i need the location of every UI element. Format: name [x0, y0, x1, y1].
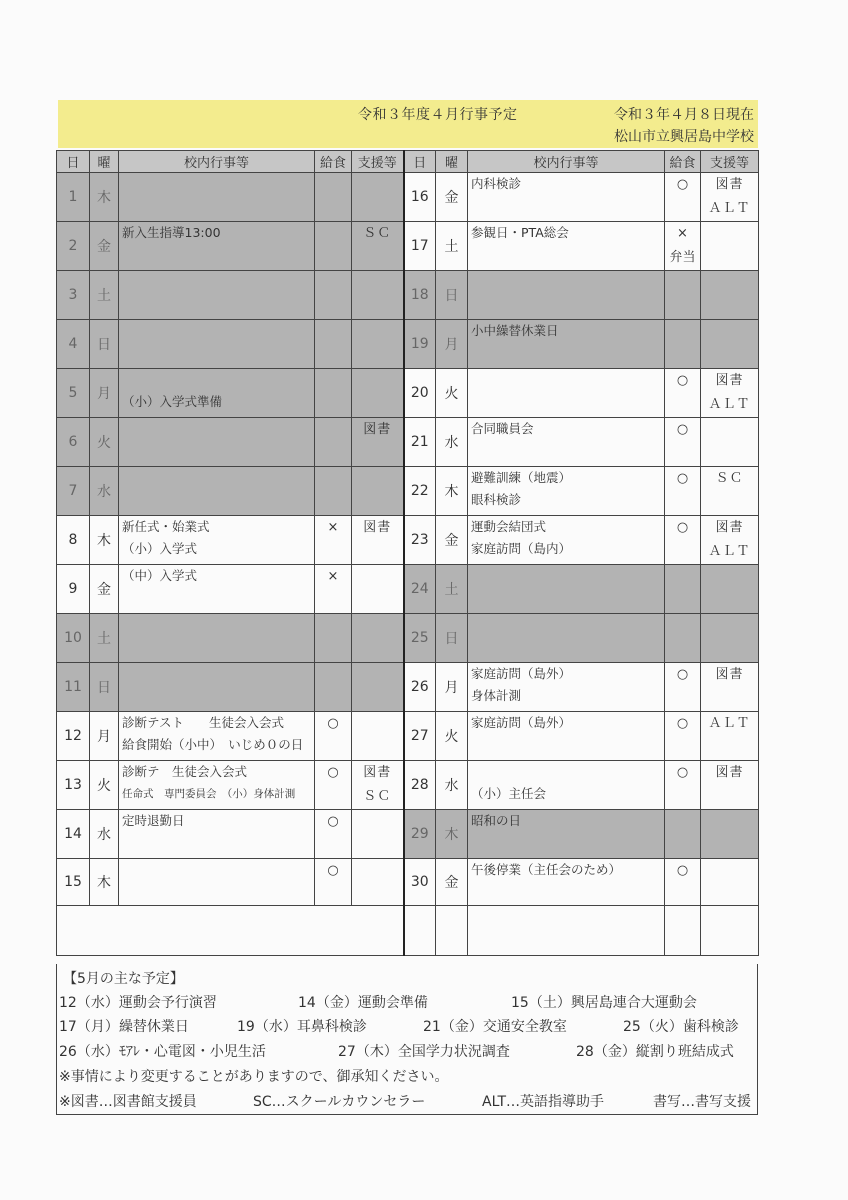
support-cell [701, 859, 759, 906]
legend-item: 書写…書写支援 [653, 1094, 751, 1110]
support-cell [701, 418, 759, 467]
may-schedule-section [56, 964, 758, 1115]
table-row [57, 614, 759, 663]
event-line: 内科検診 [471, 176, 522, 191]
support-label: ＡＬＴ [708, 397, 751, 412]
events-cell [468, 320, 665, 369]
event-line [471, 763, 662, 785]
table-row-empty [57, 906, 759, 956]
weekday: 土 [436, 222, 468, 271]
day-number: 17 [404, 222, 436, 271]
lunch-mark: ○ [676, 765, 689, 780]
events-cell [468, 761, 665, 810]
support-label: 図書 [715, 177, 744, 192]
weekday: 木 [90, 516, 119, 565]
events-cell [468, 516, 665, 565]
lunch-cell [665, 467, 701, 516]
weekday: 土 [436, 565, 468, 614]
lunch-cell [315, 516, 352, 565]
empty-cell [57, 906, 404, 956]
day-number: 9 [57, 565, 90, 614]
lunch-cell [665, 271, 701, 320]
day-number: 10 [57, 614, 90, 663]
lunch-cell [665, 663, 701, 712]
may-item: 27（木）全国学力状況調査 [338, 1044, 510, 1060]
weekday: 水 [90, 810, 119, 859]
table-row [57, 859, 759, 906]
event-line: 昭和の日 [471, 813, 522, 828]
event-line [471, 273, 662, 295]
events-cell [119, 418, 315, 467]
support-label: ＡＬＴ [708, 544, 751, 559]
lunch-mark: ○ [327, 765, 339, 780]
event-line: 任命式 専門委員会 （小）身体計測 [122, 788, 296, 800]
col-header-support: 支援等 [352, 151, 404, 173]
events-cell [468, 614, 665, 663]
support-label: 図書 [363, 422, 392, 437]
table-row [57, 761, 759, 810]
weekday: 水 [436, 761, 468, 810]
support-cell [352, 222, 404, 271]
event-line: 家庭訪問（島外） [471, 666, 572, 681]
page-title: 令和３年度４月行事予定 [358, 107, 518, 123]
events-cell [119, 810, 315, 859]
table-row [57, 271, 759, 320]
event-line: 診断テスト 生徒会入会式 [122, 715, 285, 730]
support-cell [701, 173, 759, 222]
weekday: 火 [90, 418, 119, 467]
support-label: ＡＬＴ [708, 201, 751, 216]
legend-item: ALT…英語指導助手 [482, 1094, 605, 1110]
weekday: 金 [90, 565, 119, 614]
weekday: 木 [436, 467, 468, 516]
lunch-cell [315, 761, 352, 810]
event-line [122, 469, 312, 491]
day-number: 8 [57, 516, 90, 565]
may-item: 26（水）ﾓｱﾚ・心電図・小児生活 [59, 1044, 266, 1060]
may-item: 28（金）縦割り班結成式 [576, 1044, 734, 1060]
support-label: ＳＣ [715, 471, 744, 486]
lunch-cell [315, 712, 352, 761]
table-row [57, 222, 759, 271]
lunch-cell [665, 418, 701, 467]
event-line: 給食開始（小中） いじめ０の日 [122, 737, 304, 752]
school-name: 松山市立興居島中学校 [614, 129, 754, 145]
day-number: 14 [57, 810, 90, 859]
weekday: 水 [436, 418, 468, 467]
event-line: 身体計測 [471, 688, 522, 703]
lunch-cell [315, 418, 352, 467]
table-row [57, 418, 759, 467]
day-number: 24 [404, 565, 436, 614]
legend-item: ※図書…図書館支援員 [59, 1094, 197, 1110]
lunch-mark: × [327, 520, 339, 535]
day-number: 7 [57, 467, 90, 516]
events-cell [119, 516, 315, 565]
col-header-weekday: 曜 [436, 151, 468, 173]
weekday: 木 [90, 173, 119, 222]
events-cell [119, 222, 315, 271]
events-cell [119, 467, 315, 516]
event-line [122, 861, 312, 883]
may-item: 14（金）運動会準備 [298, 995, 428, 1011]
day-number: 19 [404, 320, 436, 369]
col-header-lunch: 給食 [665, 151, 701, 173]
notice-text: ※事情により変更することがありますので、御承知ください。 [59, 1069, 449, 1085]
lunch-cell [665, 320, 701, 369]
event-line: 診断テ 生徒会入会式 [122, 764, 248, 779]
weekday: 日 [90, 663, 119, 712]
support-label: ＳＣ [363, 789, 392, 804]
events-cell [119, 173, 315, 222]
lunch-cell [315, 271, 352, 320]
weekday: 土 [90, 271, 119, 320]
day-number: 15 [57, 859, 90, 906]
event-line [122, 175, 312, 197]
event-line: （小）主任会 [471, 786, 547, 801]
legend-item: SC…スクールカウンセラー [253, 1094, 426, 1110]
support-label: 図書 [715, 373, 744, 388]
event-line: （中）入学式 [122, 568, 198, 583]
lunch-mark: ○ [327, 814, 339, 829]
day-number: 1 [57, 173, 90, 222]
support-cell [352, 369, 404, 418]
support-cell [701, 810, 759, 859]
lunch-mark: ○ [676, 863, 689, 878]
events-cell [119, 565, 315, 614]
support-cell [352, 712, 404, 761]
support-cell [701, 271, 759, 320]
day-number: 5 [57, 369, 90, 418]
may-item: 17（月）繰替休業日 [59, 1019, 189, 1035]
lunch-mark: ○ [676, 177, 689, 192]
event-line: 小中繰替休業日 [471, 323, 559, 338]
support-cell [701, 712, 759, 761]
event-line: 定時退勤日 [122, 813, 185, 828]
support-cell [352, 516, 404, 565]
event-line: （小）入学式準備 [122, 394, 223, 409]
weekday: 水 [90, 467, 119, 516]
weekday: 火 [436, 712, 468, 761]
lunch-cell [665, 810, 701, 859]
may-item: 15（土）興居島連合大運動会 [511, 995, 697, 1011]
lunch-mark: ○ [676, 422, 689, 437]
event-line: 午後停業（主任会のため） [471, 862, 622, 877]
support-label: 図書 [715, 765, 744, 780]
support-cell [701, 614, 759, 663]
day-number: 16 [404, 173, 436, 222]
table-row [57, 565, 759, 614]
day-number: 20 [404, 369, 436, 418]
table-row [57, 173, 759, 222]
empty-cell [468, 906, 665, 956]
table-row [57, 320, 759, 369]
day-number: 22 [404, 467, 436, 516]
event-line: 運動会結団式 [471, 519, 547, 534]
may-item: 19（水）耳鼻科検診 [237, 1019, 367, 1035]
lunch-cell [315, 565, 352, 614]
weekday: 木 [436, 810, 468, 859]
support-cell [352, 467, 404, 516]
events-cell [468, 173, 665, 222]
lunch-cell [315, 614, 352, 663]
support-cell [701, 369, 759, 418]
day-number: 4 [57, 320, 90, 369]
table-row [57, 712, 759, 761]
lunch-cell [315, 859, 352, 906]
lunch-mark: ○ [676, 667, 689, 682]
support-cell [701, 761, 759, 810]
event-line [122, 273, 312, 295]
support-cell [701, 516, 759, 565]
weekday: 日 [90, 320, 119, 369]
weekday: 月 [436, 663, 468, 712]
support-cell [701, 565, 759, 614]
support-cell [352, 271, 404, 320]
events-cell [468, 271, 665, 320]
support-cell [352, 663, 404, 712]
day-number: 25 [404, 614, 436, 663]
support-cell [352, 320, 404, 369]
lunch-cell [665, 859, 701, 906]
event-line [122, 616, 312, 638]
support-label: 図書 [715, 667, 744, 682]
day-number: 13 [57, 761, 90, 810]
col-header-lunch: 給食 [315, 151, 352, 173]
table-row [57, 467, 759, 516]
event-line: 家庭訪問（島内） [471, 541, 572, 556]
lunch-cell [665, 369, 701, 418]
events-cell [468, 467, 665, 516]
col-header-events: 校内行事等 [119, 151, 315, 173]
support-cell [352, 614, 404, 663]
lunch-cell [315, 810, 352, 859]
events-cell [119, 614, 315, 663]
col-header-weekday: 曜 [90, 151, 119, 173]
support-cell [352, 810, 404, 859]
may-item: 25（火）歯科検診 [623, 1019, 739, 1035]
day-number: 23 [404, 516, 436, 565]
col-header-day: 日 [404, 151, 436, 173]
event-line: 新任式・始業式 [122, 519, 210, 534]
event-line: 参観日・PTA総会 [471, 225, 569, 240]
lunch-mark: ○ [327, 716, 339, 731]
support-label: 図書 [715, 520, 744, 535]
event-line [122, 665, 312, 687]
event-line: 家庭訪問（島外） [471, 715, 572, 730]
lunch-cell [665, 222, 701, 271]
weekday: 日 [436, 271, 468, 320]
support-cell [701, 663, 759, 712]
day-number: 2 [57, 222, 90, 271]
lunch-mark: ○ [676, 373, 689, 388]
events-cell [468, 565, 665, 614]
day-number: 11 [57, 663, 90, 712]
lunch-cell [315, 320, 352, 369]
event-line: 避難訓練（地震） [471, 470, 572, 485]
event-line: （小）入学式 [122, 541, 198, 556]
events-cell [119, 712, 315, 761]
support-cell [352, 173, 404, 222]
weekday: 金 [436, 859, 468, 906]
lunch-cell [665, 712, 701, 761]
empty-cell [665, 906, 701, 956]
lunch-mark: × [327, 569, 339, 584]
day-number: 26 [404, 663, 436, 712]
events-cell [468, 663, 665, 712]
events-cell [119, 320, 315, 369]
events-cell [119, 859, 315, 906]
title-band [58, 100, 758, 148]
event-line [471, 616, 662, 638]
day-number: 12 [57, 712, 90, 761]
day-number: 3 [57, 271, 90, 320]
weekday: 木 [90, 859, 119, 906]
event-line [122, 420, 312, 442]
weekday: 月 [436, 320, 468, 369]
events-cell [468, 859, 665, 906]
lunch-cell [315, 369, 352, 418]
weekday: 金 [90, 222, 119, 271]
support-label: 図書 [363, 765, 392, 780]
lunch-cell [665, 565, 701, 614]
lunch-cell [665, 761, 701, 810]
events-cell [119, 271, 315, 320]
table-header-row [57, 151, 759, 173]
table-row [57, 810, 759, 859]
weekday: 土 [90, 614, 119, 663]
support-cell [352, 761, 404, 810]
schedule-table [56, 150, 759, 956]
events-cell [468, 810, 665, 859]
col-header-day: 日 [57, 151, 90, 173]
lunch-mark: ○ [676, 520, 689, 535]
day-number: 28 [404, 761, 436, 810]
table-row [57, 516, 759, 565]
day-number: 30 [404, 859, 436, 906]
may-heading: 【5月の主な予定】 [63, 971, 184, 987]
lunch-cell [315, 467, 352, 516]
lunch-cell [665, 173, 701, 222]
support-label: ＳＣ [363, 226, 392, 241]
support-cell [701, 320, 759, 369]
lunch-cell [315, 663, 352, 712]
lunch-mark: ○ [676, 471, 689, 486]
weekday: 金 [436, 516, 468, 565]
events-cell [468, 712, 665, 761]
empty-cell [701, 906, 759, 956]
event-line [122, 371, 312, 393]
weekday: 金 [436, 173, 468, 222]
events-cell [468, 222, 665, 271]
event-line [471, 567, 662, 589]
day-number: 29 [404, 810, 436, 859]
lunch-mark: ○ [327, 863, 339, 878]
lunch-mark: × [677, 226, 688, 241]
day-number: 18 [404, 271, 436, 320]
event-line [471, 371, 662, 393]
events-cell [468, 369, 665, 418]
lunch-mark: ○ [676, 716, 689, 731]
table-row [57, 369, 759, 418]
weekday: 月 [90, 712, 119, 761]
events-cell [119, 663, 315, 712]
support-cell [701, 467, 759, 516]
support-cell [352, 859, 404, 906]
events-cell [468, 418, 665, 467]
weekday: 火 [436, 369, 468, 418]
col-header-support: 支援等 [701, 151, 759, 173]
day-number: 27 [404, 712, 436, 761]
weekday: 月 [90, 369, 119, 418]
lunch-cell [315, 222, 352, 271]
as-of-date: 令和３年４月８日現在 [614, 107, 754, 123]
empty-cell [404, 906, 436, 956]
col-header-events: 校内行事等 [468, 151, 665, 173]
support-label: 図書 [363, 520, 392, 535]
support-cell [701, 222, 759, 271]
may-item: 12（水）運動会予行演習 [59, 995, 217, 1011]
events-cell [119, 369, 315, 418]
may-item: 21（金）交通安全教室 [423, 1019, 567, 1035]
day-number: 21 [404, 418, 436, 467]
lunch-cell [665, 516, 701, 565]
day-number: 6 [57, 418, 90, 467]
weekday: 火 [90, 761, 119, 810]
event-line: 新入生指導13:00 [122, 225, 221, 240]
event-line: 眼科検診 [471, 492, 522, 507]
event-line: 合同職員会 [471, 421, 534, 436]
support-cell [352, 565, 404, 614]
support-cell [352, 418, 404, 467]
table-row [57, 663, 759, 712]
lunch-mark: 弁当 [669, 250, 696, 265]
events-cell [119, 761, 315, 810]
event-line [122, 322, 312, 344]
support-label: ＡＬＴ [708, 716, 751, 731]
lunch-cell [315, 173, 352, 222]
empty-cell [436, 906, 468, 956]
weekday: 日 [436, 614, 468, 663]
lunch-cell [665, 614, 701, 663]
